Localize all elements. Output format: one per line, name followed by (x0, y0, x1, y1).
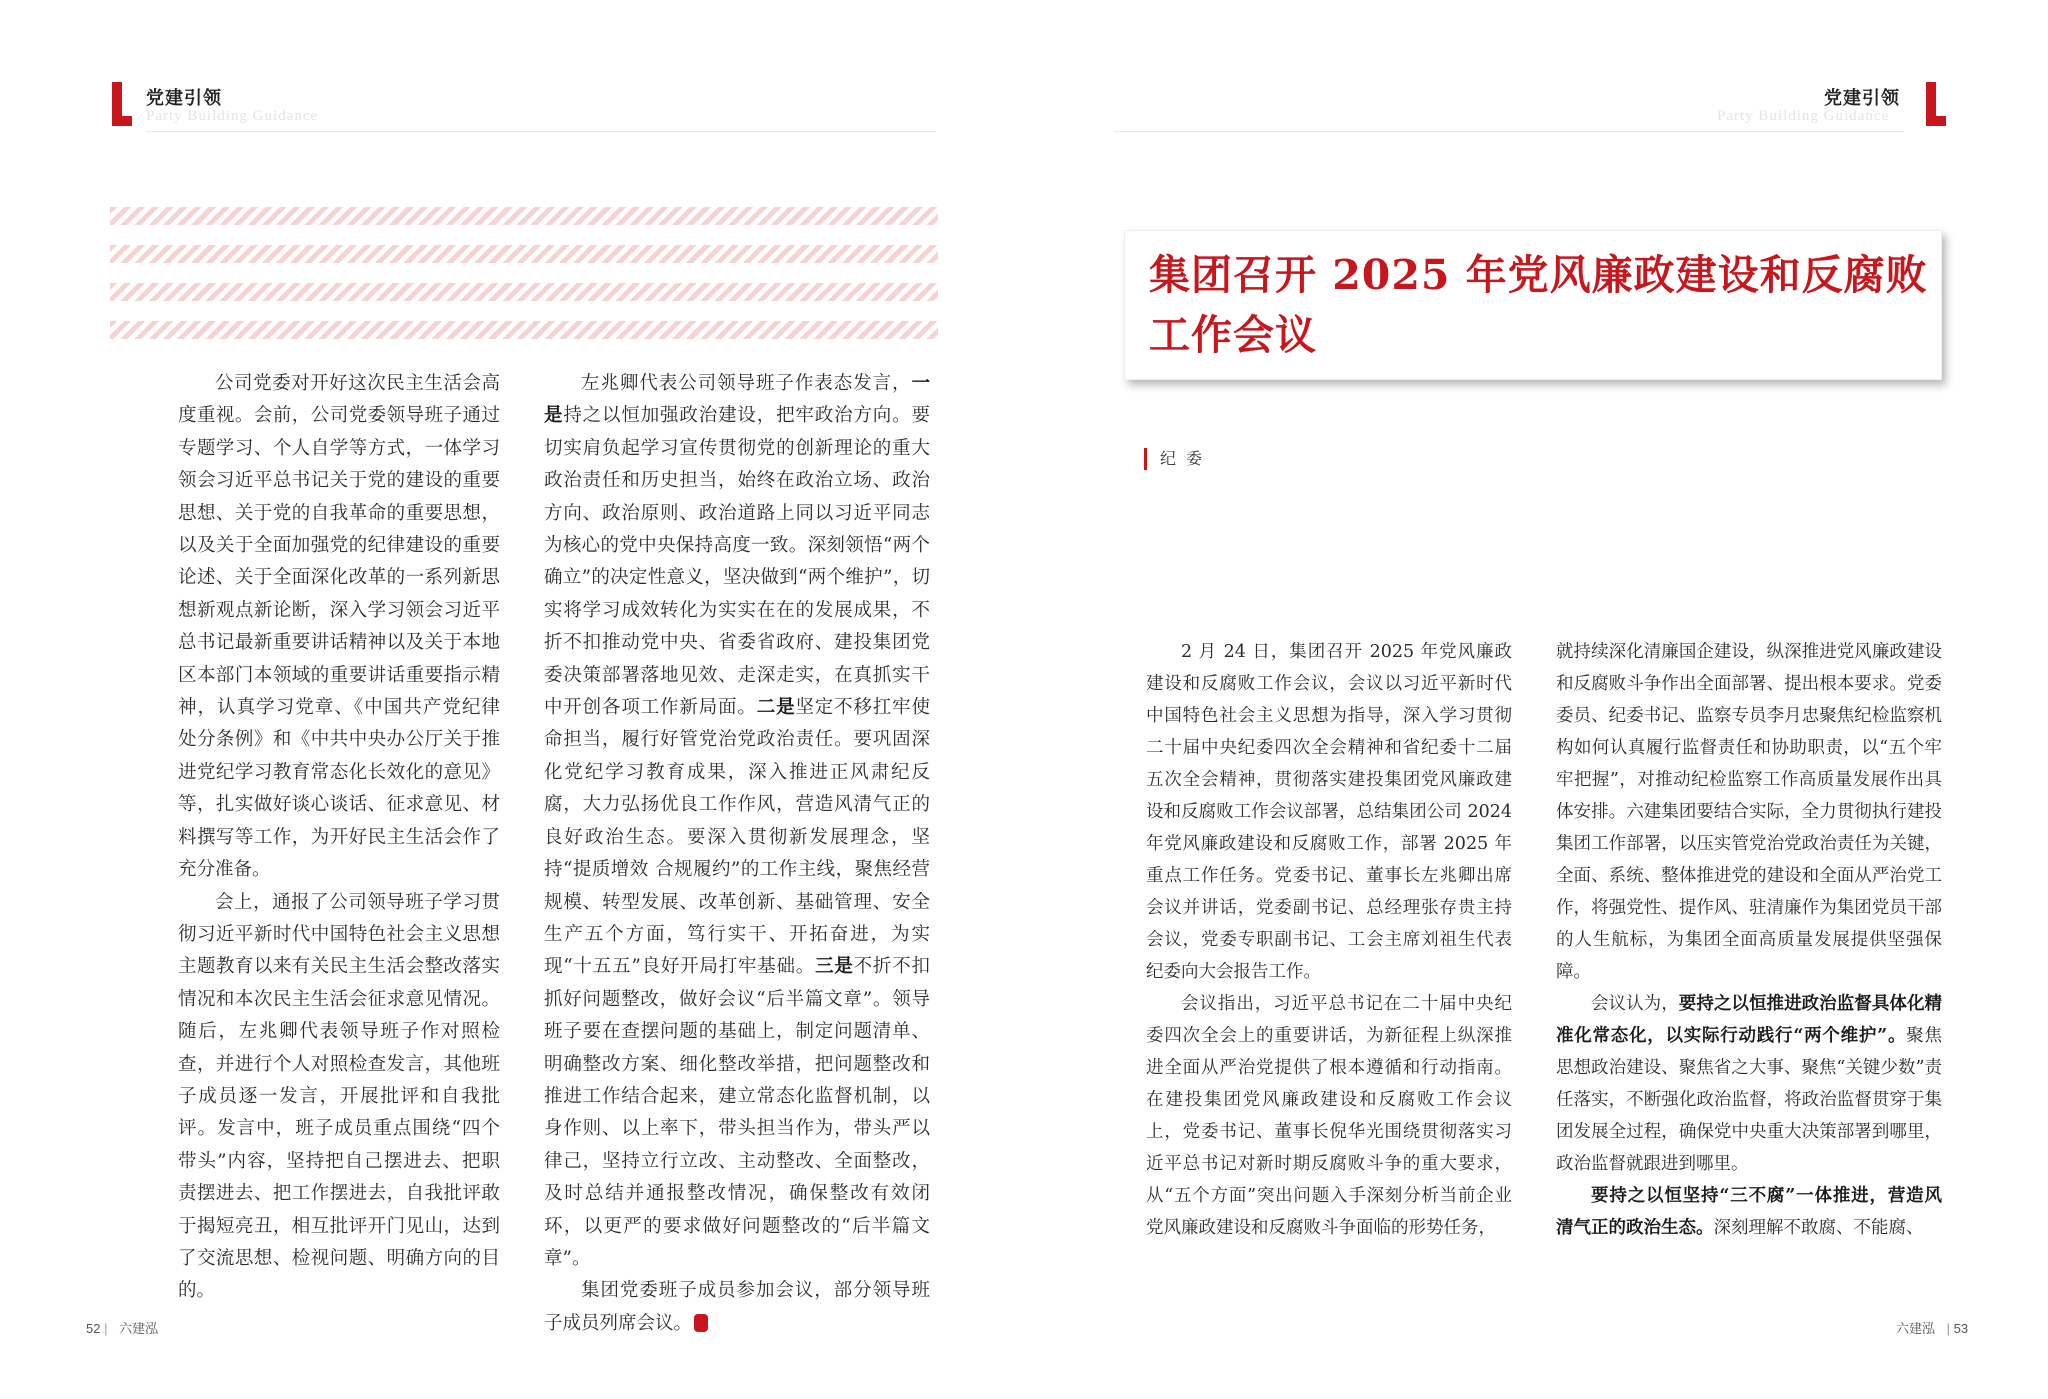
end-mark-icon (694, 1314, 708, 1332)
article-author: 纪委 (1144, 446, 1212, 472)
stripe (110, 207, 938, 225)
footer-right: 六建泓 | 53 (1896, 1321, 1969, 1336)
right-column-1 (1146, 636, 1512, 1244)
article-title: 集团召开 2025 年党风廉政建设和反腐败工作会议 (1149, 251, 1928, 359)
stripe (110, 321, 938, 339)
stripe (110, 245, 938, 263)
page-number: 52 (86, 1321, 101, 1336)
header-rule (146, 131, 936, 132)
footer-brand: 六建泓 (119, 1321, 159, 1336)
right-column-2 (1556, 636, 1942, 1244)
footer-left: 52 | 六建泓 (86, 1321, 159, 1336)
paragraph: 就持续深化清廉国企建设，纵深推进党风廉政建设和反腐败斗争作出全面部署、提出根本要求。党委委员、纪委书记、监察专员李月忠聚焦纪检监察机构如何认真履行监督责任和协助职责，以“五个牢牢把握”，对推动纪检监察工作高质量发展作出具体安排。六建集团要结合实际，全力贯彻执行建投集团工作部署，以压实管党治党政治责任为关键，全面、系统、整体推进党的建设和全面从严治党工作，将强党性、提作风、驻清廉作为集团党员干部的人生航标，为集团全面高质量发展提供坚强保障。 (1556, 642, 1942, 982)
header-accent-square (1936, 116, 1946, 126)
section-title: 党建引领 (146, 88, 222, 109)
article-title-box (1124, 230, 1942, 380)
paragraph: 集团党委班子成员参加会议，部分领导班子成员列席会议。 (544, 1280, 930, 1334)
header-rule (1114, 131, 1904, 132)
paragraph: 会议认为，要持之以恒推进政治监督具体化精准化常态化，以实际行动践行“两个维护”。聚焦思想政治建设、聚焦省之大事、聚焦“关键少数”责任落实，不断强化政治监督，将政治监督贯穿于集团发展全过程，确保党中央重大决策部署到哪里，政治监督就跟进到哪里。 (1556, 994, 1943, 1174)
paragraph: 2 月 24 日，集团召开 2025 年党风廉政建设和反腐败工作会议，会议以习近平新时代中国特色社会主义思想为指导，深入学习贯彻二十届中央纪委四次全会精神和省纪委十二届五次全会精神，贯彻落实建投集团党风廉政建设和反腐败工作会议部署，总结集团公司 2024 年党风廉政建设和反腐败工作，部署 2025 年重点工作任务。党委书记、董事长左兆卿出席会议并讲话，党委副书记、总经理张存贵主持会议，党委专职副书记、工会主席刘祖生代表纪委向大会报告工作。 (1146, 642, 1512, 982)
page-number: 53 (1953, 1321, 1969, 1336)
paragraph: 会议指出，习近平总书记在二十届中央纪委四次全会上的重要讲话，为新征程上纵深推进全面从严治党提供了根本遵循和行动指南。在建投集团党风廉政建设和反腐败工作会议上，党委书记、董事长倪华光围绕贯彻落实习近平总书记对新时期反腐败斗争的重大要求，从“五个方面”突出问题入手深刻分析当前企业党风廉政建设和反腐败斗争面临的形势任务， (1146, 994, 1512, 1238)
footer-brand: 六建泓 (1896, 1321, 1936, 1336)
section-subtitle: Party Building Guidance (1717, 108, 1890, 124)
left-column-2 (544, 368, 930, 1340)
header-accent-bar (1926, 82, 1936, 126)
paragraph: 要持之以恒坚持“三不腐”一体推进，营造风清气正的政治生态。深刻理解不敢腐、不能腐、 (1556, 1186, 1942, 1238)
stripe (110, 283, 938, 301)
paragraph: 会上，通报了公司领导班子学习贯彻习近平新时代中国特色社会主义思想主题教育以来有关民主生活会整改落实情况和本次民主生活会征求意见情况。随后，左兆卿代表领导班子作对照检查，并进行个人对照检查发言，其他班子成员逐一发言，开展批评和自我批评。发言中，班子成员重点围绕“四个带头”内容，坚持把自己摆进去、把职责摆进去、把工作摆进去，自我批评敢于揭短亮丑，相互批评开门见山，达到了交流思想、检视问题、明确方向的目的。 (178, 891, 500, 1302)
header-accent-square (112, 116, 132, 126)
section-title: 党建引领 (1824, 88, 1900, 109)
paragraph: 左兆卿代表公司领导班子作表态发言，一是持之以恒加强政治建设，把牢政治方向。要切实肩负起学习宣传贯彻党的创新理论的重大政治责任和历史担当，始终在政治立场、政治方向、政治原则、政治道路上同以习近平同志为核心的党中央保持高度一致。深刻领悟“两个确立”的决定性意义，坚决做到“两个维护”，切实将学习成效转化为实实在在的发展成果，不折不扣推动党中央、省委省政府、建投集团党委决策部署落地见效、走深走实，在真抓实干中开创各项工作新局面。二是坚定不移扛牢使命担当，履行好管党治党政治责任。要巩固深化党纪学习教育成果，深入推进正风肃纪反腐，大力弘扬优良工作作风，营造风清气正的良好政治生态。要深入贯彻新发展理念，坚持“提质增效 合规履约”的工作主线，聚焦经营规模、转型发展、改革创新、基础管理、安全生产五个方面，笃行实干、开拓奋进，为实现“十五五”良好开局打牢基础。三是不折不扣抓好问题整改，做好会议“后半篇文章”。领导班子要在查摆问题的基础上，制定问题清单、明确整改方案、细化整改举措，把问题整改和推进工作结合起来，建立常态化监督机制，以身作则、以上率下，带头担当作为，带头严以律己，坚持立行立改、主动整改、全面整改，及时总结并通报整改情况，确保整改有效闭环，以更严的要求做好问题整改的“后半篇文章”。 (544, 373, 930, 1269)
paragraph: 公司党委对开好这次民主生活会高度重视。会前，公司党委领导班子通过专题学习、个人自学等方式，一体学习领会习近平总书记关于党的建设的重要思想、关于党的自我革命的重要思想，以及关于全面加强党的纪律建设的重要论述、关于全面深化改革的一系列新思想新观点新论断，深入学习领会习近平总书记最新重要讲话精神以及关于本地区本部门本领域的重要讲话重要指示精神，认真学习党章、《中国共产党纪律处分条例》和《中共中央办公厅关于推进党纪学习教育常态化长效化的意见》等，扎实做好谈心谈话、征求意见、材料撰写等工作，为开好民主生活会作了充分准备。 (178, 373, 500, 881)
left-column-1 (178, 368, 500, 1308)
decorative-stripes (110, 207, 938, 359)
section-subtitle: Party Building Guidance (146, 108, 319, 124)
